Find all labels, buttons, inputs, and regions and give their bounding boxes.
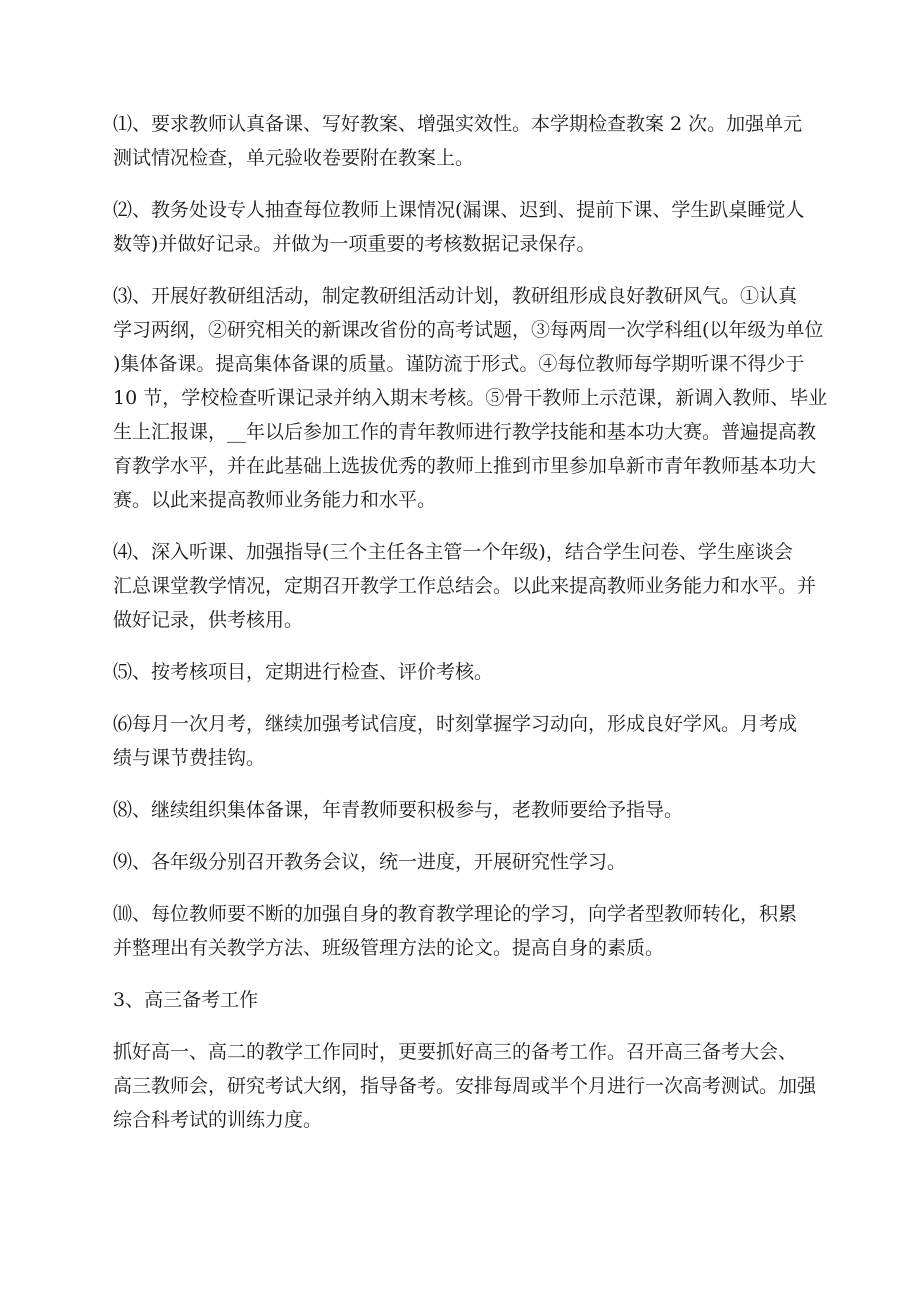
paragraph [113, 983, 813, 1017]
text-line: 综合科考试的训练力度。 [113, 1109, 323, 1131]
text-line: 并整理出有关教学方法、班级管理方法的论文。提高自身的素质。 [113, 937, 665, 959]
text-line: )集体备课。提高集体备课的质量。谨防流于形式。④每位教师每学期听课不得少于 [113, 353, 805, 375]
text-line: 做好记录，供考核用。 [113, 609, 304, 631]
document-body [113, 107, 828, 1155]
text-line: ⑶、开展好教研组活动，制定教研组活动计划，教研组形成良好教研风气。①认真 [113, 285, 798, 307]
paragraph [113, 193, 813, 261]
paragraph [113, 107, 813, 175]
text-line: 赛。以此来提高教师业务能力和水平。 [113, 489, 437, 511]
paragraph [113, 897, 813, 965]
text-line: ⑼、各年级分别召开教务会议，统一进度，开展研究性学习。 [113, 851, 627, 873]
text-line: ⑸、按考核项目，定期进行检查、评价考核。 [113, 661, 494, 683]
paragraph [113, 793, 813, 827]
paragraph [113, 655, 813, 689]
text-line: 10 节，学校检查听课记录并纳入期末考核。⑤骨干教师上示范课，新调入教师、毕业 [113, 387, 828, 409]
text-line: 数等)并做好记录。并做为一项重要的考核数据记录保存。 [113, 233, 596, 255]
text-line: ⑹每月一次月考，继续加强考试信度，时刻掌握学习动向，形成良好学风。月考成 [113, 713, 798, 735]
text-line: 抓好高一、高二的教学工作同时，更要抓好高三的备考工作。召开高三备考大会、 [113, 1041, 798, 1063]
text-line: 测试情况检查，单元验收卷要附在教案上。 [113, 147, 475, 169]
paragraph [113, 845, 813, 879]
text-line: 育教学水平，并在此基础上选拔优秀的教师上推到市里参加阜新市青年教师基本功大 [113, 455, 817, 477]
text-line: 学习两纲，②研究相关的新课改省份的高考试题，③每两周一次学科组(以年级为单位 [113, 319, 824, 341]
text-line: ⑽、每位教师要不断的加强自身的教育教学理论的学习，向学者型教师转化，积累 [113, 903, 798, 925]
paragraph [113, 1035, 817, 1137]
text-line: ⑵、教务处设专人抽查每位教师上课情况(漏课、迟到、提前下课、学生趴桌睡觉人 [113, 199, 805, 221]
text-line: 绩与课节费挂钩。 [113, 747, 266, 769]
paragraph [113, 279, 828, 517]
text-line: 3、高三备考工作 [113, 989, 259, 1011]
text-line: 汇总课堂教学情况，定期召开教学工作总结会。以此来提高教师业务能力和水平。并 [113, 575, 817, 597]
text-line: ⑻、继续组织集体备课，年青教师要积极参与，老教师要给予指导。 [113, 799, 684, 821]
text-line: 高三教师会，研究考试大纲，指导备考。安排每周或半个月进行一次高考测试。加强 [113, 1075, 817, 1097]
text-line: 生上汇报课，__年以后参加工作的青年教师进行教学技能和基本功大赛。普遍提高教 [113, 421, 817, 443]
paragraph [113, 535, 817, 637]
paragraph [113, 707, 813, 775]
text-line: ⑴、要求教师认真备课、写好教案、增强实效性。本学期检查教案 2 次。加强单元 [113, 113, 803, 135]
text-line: ⑷、深入听课、加强指导(三个主任各主管一个年级)，结合学生问卷、学生座谈会 [113, 541, 793, 563]
